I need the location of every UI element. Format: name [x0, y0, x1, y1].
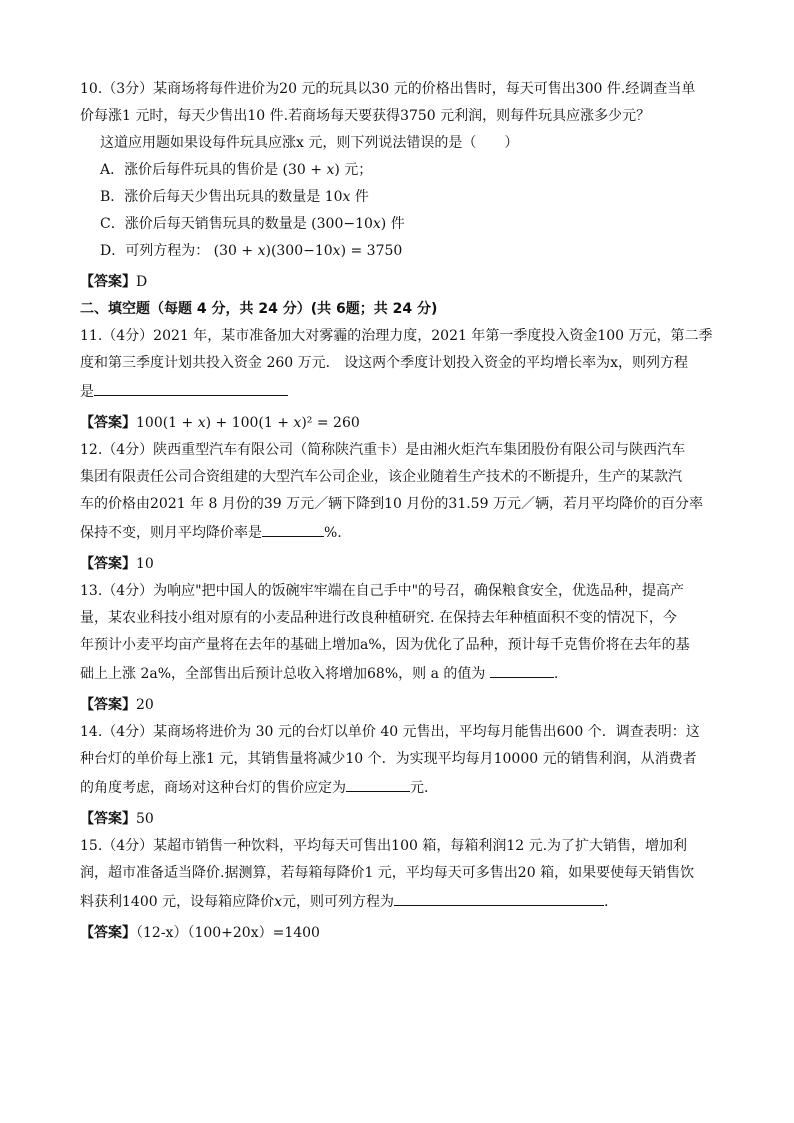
option-c: C．涨价后每天销售玩具的数量是 (300−10𝑥) 件: [100, 216, 405, 232]
answer-14-value: 50: [136, 811, 154, 827]
question-13: [80, 578, 714, 719]
question-15-line-3: [80, 887, 714, 916]
question-10: [80, 76, 714, 296]
answer-11: [80, 410, 714, 437]
answer-blank-15[interactable]: [394, 887, 604, 906]
answer-12-value: 10: [136, 556, 154, 572]
question-15: [80, 833, 714, 947]
question-13-tail-after: .: [553, 666, 559, 682]
question-15-line-1: 15.（4分）某超市销售一种饮料，平均每天可售出100 箱，每箱利润12 元.为了扩大销售，增加利: [80, 838, 688, 854]
answer-14: [80, 806, 714, 833]
answer-13-value: 20: [136, 697, 154, 713]
question-15-line-2: 润，超市准备适当降价.据测算，若每箱每降价1 元，平均每天可多售出20 箱，如果要使每天销售饮: [80, 865, 695, 881]
question-13-tail-before: 础上上涨 2a%，全部售出后预计总收入将增加68%，则 a 的值为: [80, 666, 490, 682]
question-11-line-2: 度和第三季度计划共投入资金 260 万元． 设这两个季度计划投入资金的平均增长率为x，则列方程: [80, 355, 688, 371]
answer-tag: 【答案】: [80, 811, 136, 827]
question-14-tail-before: 的角度考虑，商场对这种台灯的售价应定为: [80, 780, 346, 796]
answer-12: [80, 551, 714, 578]
question-14-line-3: [80, 773, 714, 802]
answer-tag: 【答案】: [80, 415, 136, 431]
question-12: [80, 437, 714, 578]
answer-10-value: D: [136, 274, 148, 290]
question-12-line-4: [80, 518, 714, 547]
option-b: B．涨价后每天少售出玩具的数量是 10𝑥 件: [100, 189, 369, 205]
question-15-tail-after: .: [603, 894, 609, 910]
answer-15: [80, 920, 714, 947]
question-11-line-3: [80, 377, 714, 406]
question-13-line-3: 年预计小麦平均亩产量将在去年的基础上增加a%，因为优化了品种，预计每千克售价将在去年的基: [80, 637, 690, 653]
question-12-line-3: 车的价格由2021 年 8 月份的39 万元／辆下降到10 月份的31.59 万元／辆，若月平均降价的百分率: [80, 496, 703, 512]
question-12-tail-after: %.: [324, 525, 342, 541]
question-14-line-1: 14.（4分）某商场将进价为 30 元的台灯以单价 40 元售出，平均每月能售出600 个．调查表明：这: [80, 724, 700, 740]
answer-tag: 【答案】: [80, 697, 136, 713]
section-2-header: 二、填空题（每题 4 分，共 24 分）(共 6题；共 24 分): [80, 301, 438, 317]
answer-blank-14[interactable]: [346, 773, 410, 792]
question-10-line-2: 价每涨1 元时，每天少售出10 件.若商场每天要获得3750 元利润，则每件玩具应涨多少元？: [80, 108, 651, 124]
question-12-tail-before: 保持不变，则月平均降价率是: [80, 525, 262, 541]
answer-10: [80, 269, 714, 296]
option-a: A．涨价后每件玩具的售价是 (30 + 𝑥) 元；: [100, 162, 373, 178]
question-14: [80, 719, 714, 833]
answer-11-value: 100(1 + 𝑥) + 100(1 + 𝑥)² = 260: [136, 415, 360, 431]
answer-15-value: （12-x）（100+20x）=1400: [136, 925, 320, 941]
question-10-line-3: 这道应用题如果设每件玩具应涨x 元，则下列说法错误的是（ ）: [100, 135, 519, 151]
answer-tag: 【答案】: [80, 274, 136, 290]
question-11: [80, 323, 714, 437]
answer-13: [80, 692, 714, 719]
question-14-line-2: 种台灯的单价每上涨1 元，其销售量将减少10 个．为实现平均每月10000 元的销售利润，从消费者: [80, 751, 697, 767]
question-11-line-1: 11.（4分）2021 年，某市准备加大对雾霾的治理力度，2021 年第一季度投入资金100 万元，第二季: [80, 328, 713, 344]
question-14-tail-after: 元．: [410, 780, 438, 796]
question-13-line-2: 量，某农业科技小组对原有的小麦品种进行改良种植研究. 在保持去年种植面积不变的情况下，今: [80, 610, 677, 626]
question-12-line-1: 12.（4分）陕西重型汽车有限公司（简称陕汽重卡）是由湘火炬汽车集团股份有限公司与陕西汽车: [80, 442, 686, 458]
answer-blank-13[interactable]: [490, 659, 554, 678]
answer-tag: 【答案】: [80, 556, 136, 572]
question-13-line-4: [80, 659, 714, 688]
answer-blank-11[interactable]: [94, 377, 288, 396]
option-d: D．可列方程为： (30 + 𝑥)(300−10𝑥) = 3750: [100, 243, 403, 259]
answer-blank-12[interactable]: [262, 518, 324, 537]
question-13-line-1: 13.（4分）为响应"把中国人的饭碗牢牢端在自己手中"的号召，确保粮食安全，优选品种，提高产: [80, 583, 685, 599]
answer-tag: 【答案】: [80, 925, 136, 941]
question-12-line-2: 集团有限责任公司合资组建的大型汽车公司企业，该企业随着生产技术的不断提升，生产的某款汽: [80, 469, 682, 485]
question-15-tail-before: 料获利1400 元，设每箱应降价𝑥元，则可列方程为: [80, 894, 394, 910]
question-10-line-1: 10.（3分）某商场将每件进价为20 元的玩具以30 元的价格出售时，每天可售出300 件.经调查当单: [80, 81, 696, 97]
question-11-tail: 是: [80, 384, 94, 400]
